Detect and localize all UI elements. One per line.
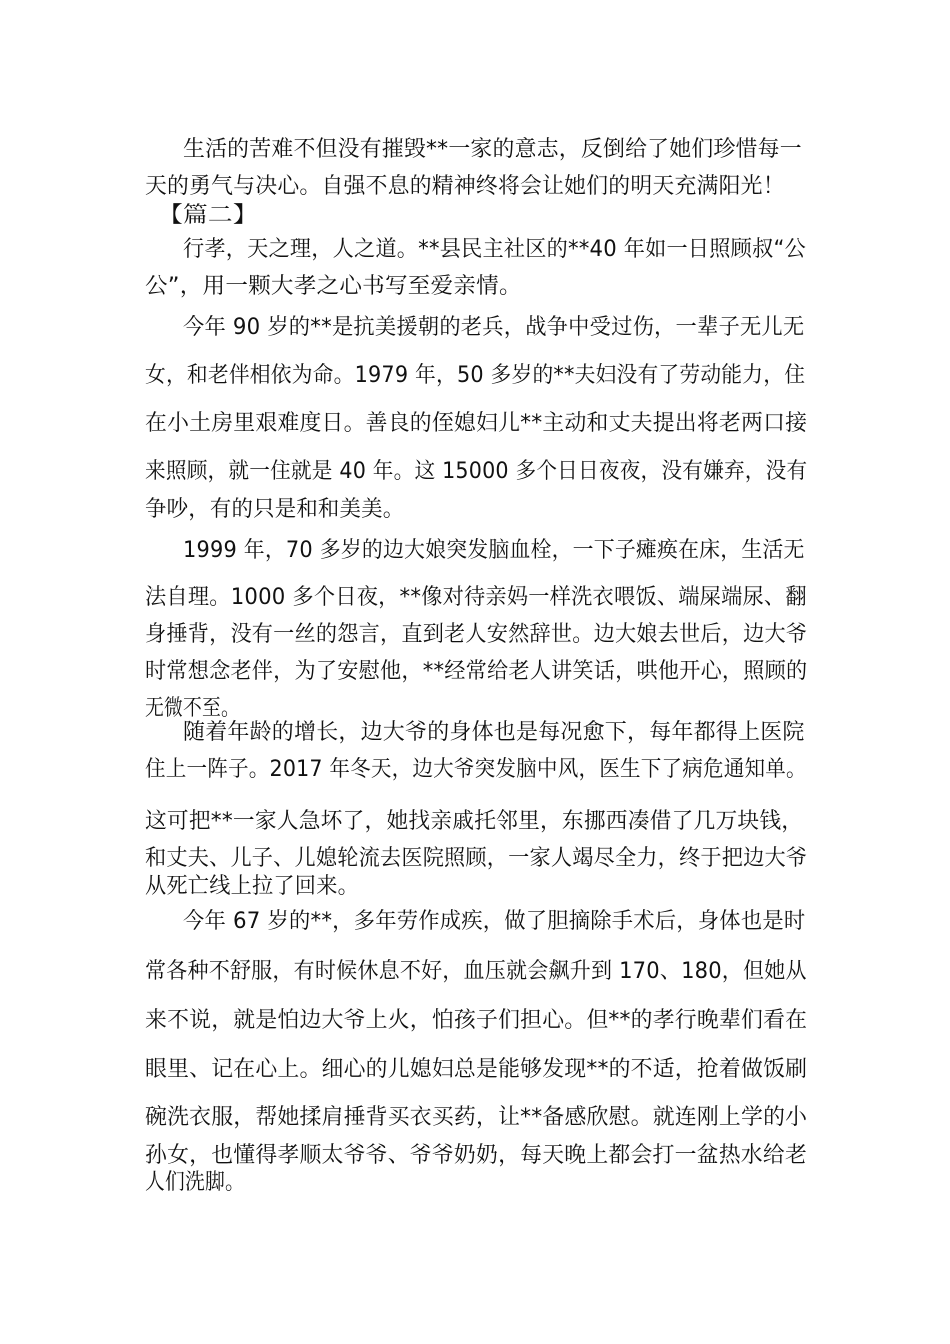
text-line: 法自理。1000 多个日夜，**像对待亲妈一样洗衣喂饭、端屎端尿、翻 bbox=[145, 585, 807, 610]
text-line: 从死亡线上拉了回来。 bbox=[145, 874, 360, 899]
text-line: 人们洗脚。 bbox=[145, 1170, 246, 1195]
text-line: 行孝，天之理，人之道。**县民主社区的**40 年如一日照顾叔“公 bbox=[183, 237, 806, 262]
text-line: 眼里、记在心上。细心的儿媳妇总是能够发现**的不适，抢着做饭刷 bbox=[145, 1057, 808, 1082]
text-line: 来照顾，就一住就是 40 年。这 15000 多个日日夜夜，没有嫌弃，没有 bbox=[145, 459, 808, 484]
text-line: 和丈夫、儿子、儿媳轮流去医院照顾，一家人竭尽全力，终于把边大爷 bbox=[145, 846, 808, 871]
text-line: 天的勇气与决心。自强不息的精神终将会让她们的明天充满阳光！ bbox=[145, 174, 785, 199]
text-line: 无微不至。 bbox=[145, 696, 241, 721]
text-line: 这可把**一家人急坏了，她找亲戚托邻里，东挪西凑借了几万块钱， bbox=[145, 809, 804, 834]
text-line: 身捶背，没有一丝的怨言，直到老人安然辞世。边大娘去世后，边大爷 bbox=[145, 622, 808, 647]
text-line: 争吵，有的只是和和美美。 bbox=[145, 497, 405, 522]
text-line: 生活的苦难不但没有摧毁**一家的意志，反倒给了她们珍惜每一 bbox=[183, 137, 802, 162]
section-heading: 【篇二】 bbox=[158, 203, 258, 228]
text-line: 在小土房里艰难度日。善良的侄媳妇儿**主动和丈夫提出将老两口接 bbox=[145, 411, 808, 436]
text-line: 住上一阵子。2017 年冬天，边大爷突发脑中风，医生下了病危通知单。 bbox=[145, 757, 807, 782]
text-line: 今年 67 岁的**，多年劳作成疾，做了胆摘除手术后，身体也是时 bbox=[183, 909, 806, 934]
text-line: 公”，用一颗大孝之心书写至爱亲情。 bbox=[145, 274, 522, 299]
text-line: 常各种不舒服，有时候休息不好，血压就会飙升到 170、180，但她从 bbox=[145, 959, 807, 984]
text-line: 碗洗衣服，帮她揉肩捶背买衣买药，让**备感欣慰。就连刚上学的小 bbox=[145, 1105, 808, 1130]
text-line: 女，和老伴相依为命。1979 年，50 多岁的**夫妇没有了劳动能力，住 bbox=[145, 363, 806, 388]
text-line: 1999 年，70 多岁的边大娘突发脑血栓，一下子瘫痪在床，生活无 bbox=[183, 538, 805, 563]
text-line: 随着年龄的增长，边大爷的身体也是每况愈下，每年都得上医院 bbox=[183, 720, 805, 745]
text-line: 今年 90 岁的**是抗美援朝的老兵，战争中受过伤，一辈子无儿无 bbox=[183, 315, 805, 340]
text-line: 时常想念老伴，为了安慰他，**经常给老人讲笑话，哄他开心，照顾的 bbox=[145, 659, 808, 684]
text-line: 孙女，也懂得孝顺太爷爷、爷爷奶奶，每天晚上都会打一盆热水给老 bbox=[145, 1143, 808, 1168]
text-line: 来不说，就是怕边大爷上火，怕孩子们担心。但**的孝行晚辈们看在 bbox=[145, 1008, 808, 1033]
